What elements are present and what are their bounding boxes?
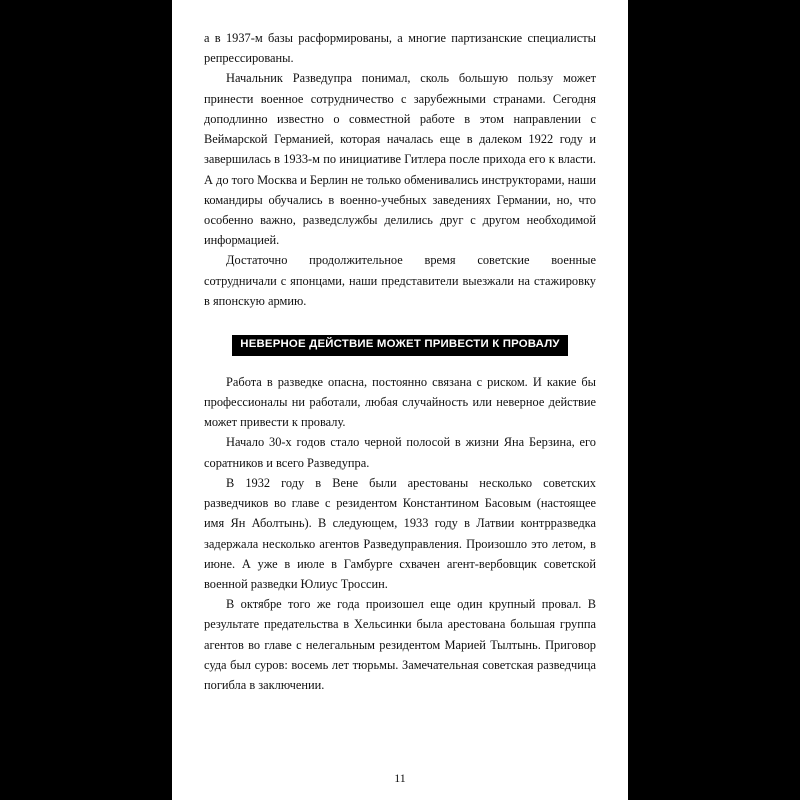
paragraph: Работа в разведке опасна, постоянно связана с риском. И какие бы профессионалы ни работали, любая случайность или неверное действие может привести к провалу. [204,374,596,430]
paragraph: В октябре того же года произошел еще один крупный провал. В результате предательства в Хельсинки была арестована большая группа агентов во главе с нелегальным резидентом Марией Тылтынь. Приговор суда был суров: восемь лет тюрьмы. Замечательная советская разведчица погибла в заключении. [204,597,596,693]
paragraph: Начало 30-х годов стало черной полосой в жизни Яна Берзина, его соратников и всего Разведупра. [204,435,596,470]
right-black-margin [628,0,800,800]
paragraph: Достаточно продолжительное время советские военные сотрудничали с японцами, наши представители выезжали на стажировку в японскую армию. [204,253,596,308]
section-heading: НЕВЕРНОЕ ДЕЙСТВИЕ МОЖЕТ ПРИВЕСТИ К ПРОВАЛУ [232,335,567,356]
page-text-column [204,28,596,695]
paragraph: а в 1937-м базы расформированы, а многие партизанские специалисты репрессированы. [204,31,596,66]
page-number: 11 [394,771,406,785]
left-black-margin [0,0,172,800]
paragraph: Начальник Разведупра понимал, сколь большую пользу может принести военное сотрудничество с зарубежными странами. Сегодня доподлинно известно о совместной работе в этом направлении с Веймарской Германией, которая началась еще в далеком 1922 году и завершилась в 1933-м по инициативе Гитлера после прихода его к власти. А до того Москва и Берлин не только обменивались инструкторами, наши командиры обучались в военно-учебных заведениях Германии, но, что особенно важно, разведслужбы делились друг с другом необходимой информацией. [204,71,596,248]
section-heading-wrapper [204,333,596,356]
paragraph: В 1932 году в Вене были арестованы несколько советских разведчиков во главе с резидентом Константином Басовым (настоящее имя Ян Аболтынь). В следующем, 1933 году в Латвии контрразведка задержала несколько агентов Разведуправления. Произошло это летом, в июне. А уже в июле в Гамбурге схвачен агент-вербовщик советской военной разведки Юлиус Троссин. [204,475,596,591]
book-page [172,0,628,800]
